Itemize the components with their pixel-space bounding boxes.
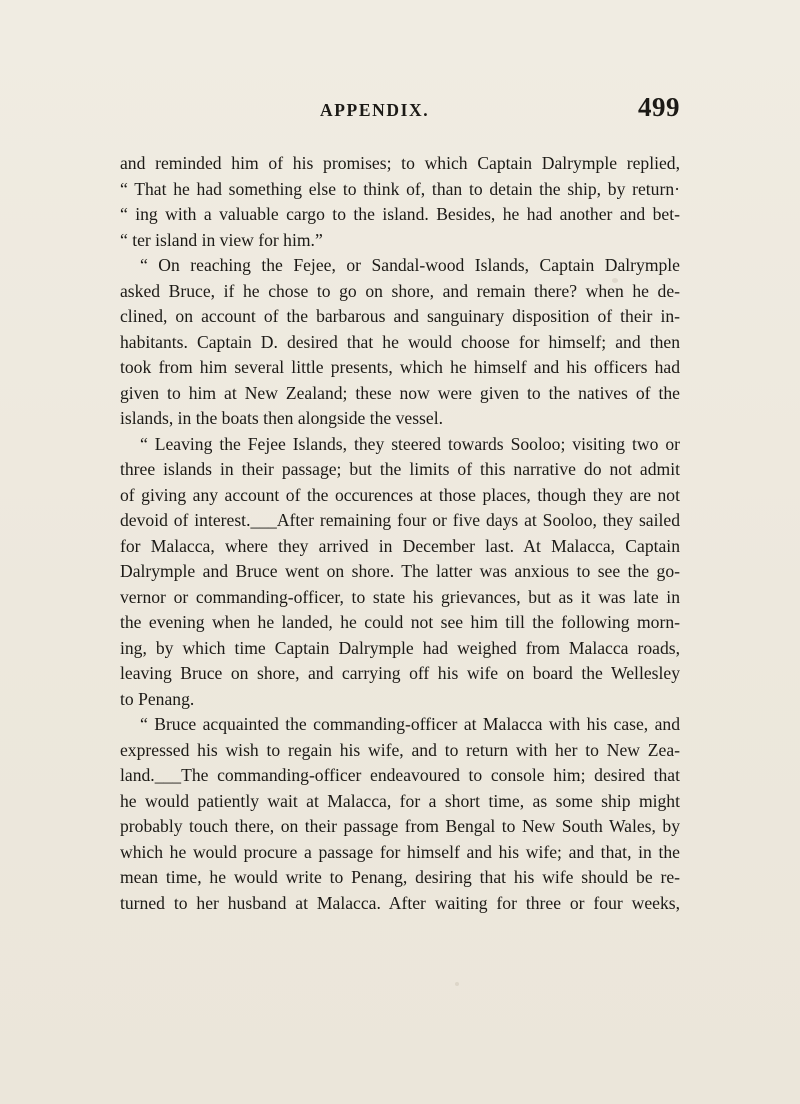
text-line: which he would procure a passage for himself and his wife; and that, in the	[120, 841, 680, 862]
text-line: “ ing with a valuable cargo to the island. Besides, he had another and bet-	[120, 204, 680, 224]
text-line: three islands in their passage; but the limits of this narrative do not admit	[120, 459, 680, 479]
text-line: for Malacca, where they arrived in December last. At Malacca, Captain	[120, 535, 680, 556]
text-line: given to him at New Zealand; these now were given to the natives of the	[120, 382, 680, 403]
text-line: land.___The commanding-officer endeavoured to console him; desired that	[120, 765, 680, 785]
text-line: habitants. Captain D. desired that he would choose for himself; and then	[120, 331, 680, 352]
text-line: the evening when he landed, he could not see him till the following morn-	[120, 612, 680, 632]
text-line: mean time, he would write to Penang, desiring that his wife should be re-	[120, 867, 680, 887]
text-line: islands, in the boats then alongside the vessel.	[120, 408, 443, 428]
page-header	[120, 92, 680, 126]
page-number: 499	[638, 92, 680, 122]
text-line: and reminded him of his promises; to which Captain Dalrymple replied,	[120, 153, 680, 173]
text-line: leaving Bruce on shore, and carrying off his wife on board the Wellesley	[120, 663, 680, 683]
text-line: clined, on account of the barbarous and sanguinary disposition of their in-	[120, 306, 680, 326]
text-line: to Penang.	[120, 688, 195, 709]
text-line: “ ter island in view for him.”	[120, 229, 323, 250]
running-head: APPENDIX.	[320, 100, 430, 120]
text-line: “ That he had something else to think of, than to detain the ship, by return·	[120, 178, 680, 199]
paper-stain	[455, 982, 459, 986]
text-line: probably touch there, on their passage from Bengal to New South Wales, by	[120, 816, 680, 836]
text-line: “ On reaching the Fejee, or Sandal-wood Islands, Captain Dalrymple	[140, 255, 680, 275]
text-line: took from him several little presents, which he himself and his officers had	[120, 357, 680, 377]
text-line: ing, by which time Captain Dalrymple had weighed from Malacca roads,	[120, 637, 680, 658]
body-text	[120, 151, 680, 916]
text-line: Dalrymple and Bruce went on shore. The latter was anxious to see the go-	[120, 561, 680, 581]
text-line: of giving any account of the occurences at those places, though they are not	[120, 484, 680, 505]
text-line: he would patiently wait at Malacca, for a short time, as some ship might	[120, 790, 680, 811]
text-line: “ Leaving the Fejee Islands, they steered towards Sooloo; visiting two or	[140, 433, 680, 454]
text-line: expressed his wish to regain his wife, and to return with her to New Zea-	[120, 739, 680, 760]
text-line: asked Bruce, if he chose to go on shore, and remain there? when he de-	[120, 280, 680, 301]
text-line: devoid of interest.___After remaining four or five days at Sooloo, they sailed	[120, 510, 680, 530]
text-line: vernor or commanding-officer, to state his grievances, but as it was late in	[120, 586, 680, 607]
text-line: turned to her husband at Malacca. After waiting for three or four weeks,	[120, 892, 680, 913]
text-line: “ Bruce acquainted the commanding-officer at Malacca with his case, and	[140, 714, 680, 734]
